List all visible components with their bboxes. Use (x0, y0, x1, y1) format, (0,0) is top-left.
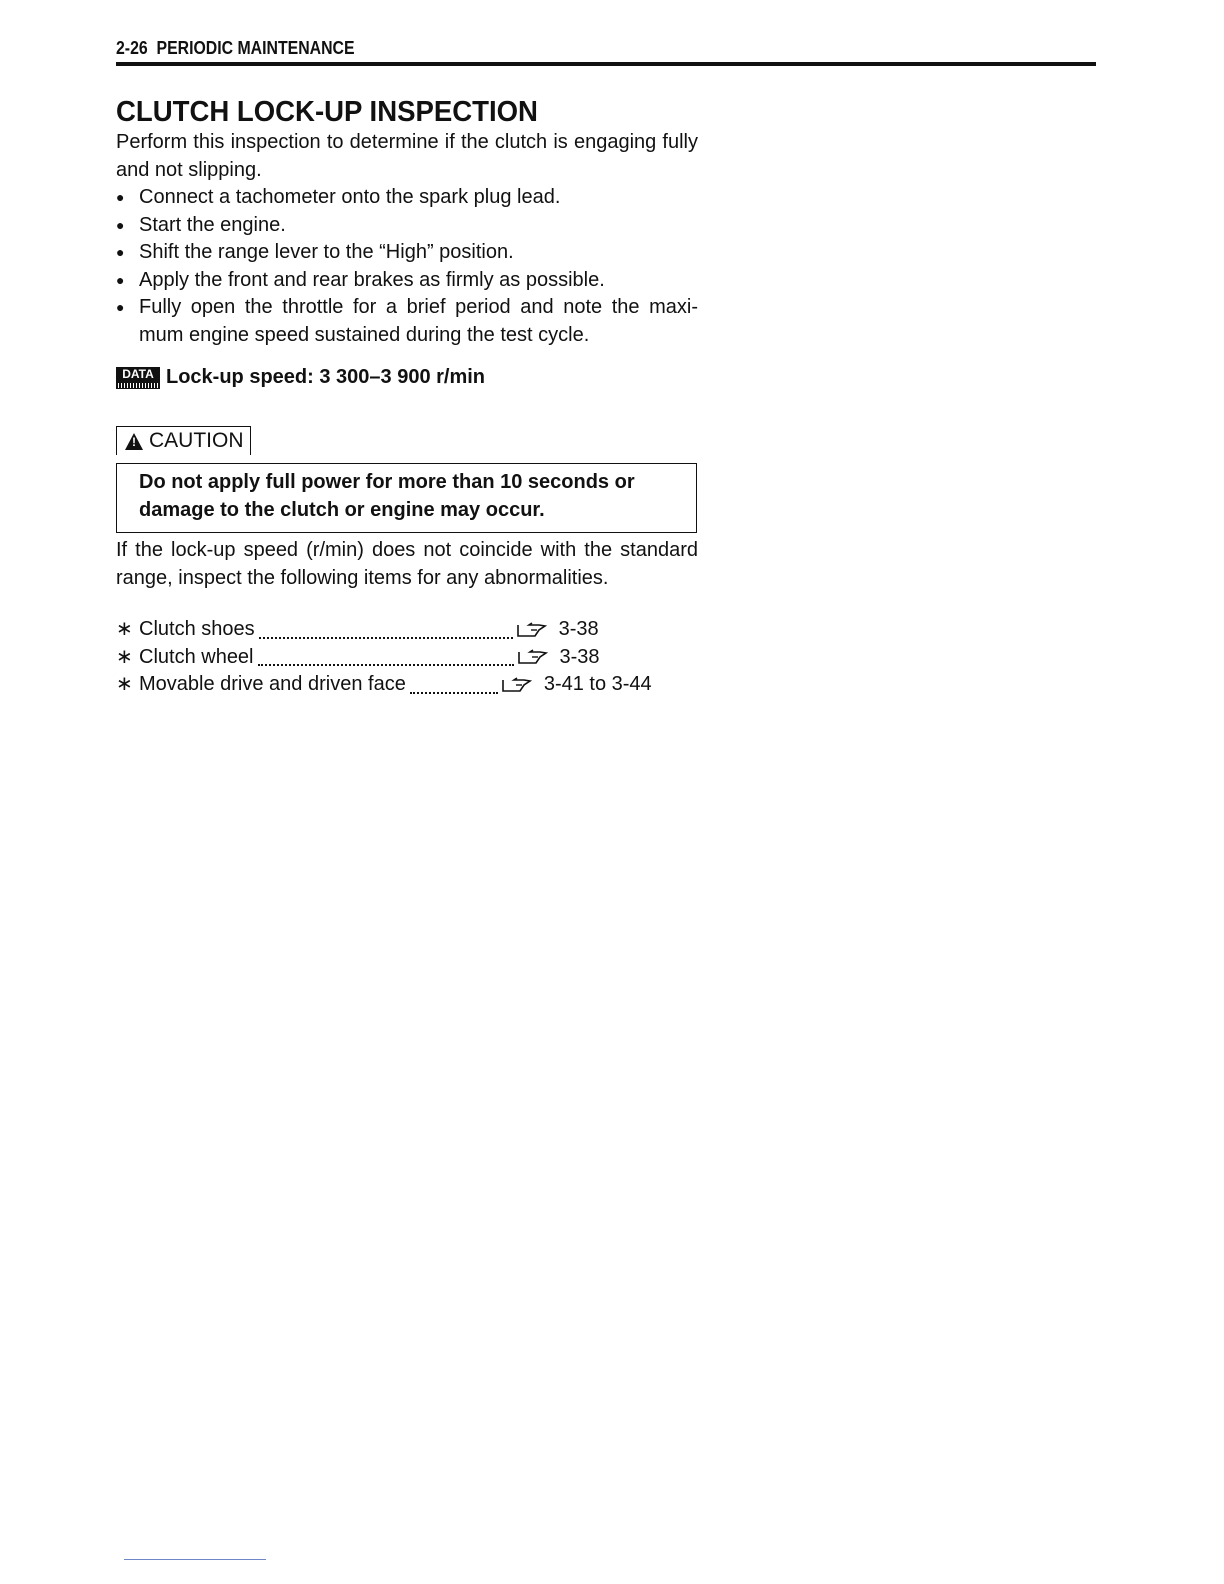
list-item: ● Fully open the throttle for a brief period and note the maxi-mum engine speed sustained during the test cycle. (116, 296, 698, 346)
warning-icon (125, 433, 143, 450)
dot-leader (259, 621, 513, 639)
page-number: 2-26 (116, 38, 148, 58)
caution-label: ! CAUTION (116, 426, 251, 455)
reference-item: Clutch wheel (139, 645, 254, 668)
reference-list (116, 616, 652, 699)
bullet-icon: ● (116, 216, 125, 233)
data-icon: DATA (116, 367, 160, 389)
pointing-hand-icon (518, 649, 548, 665)
bullet-icon: ● (116, 189, 125, 205)
spec-text: Lock-up speed: 3 300–3 900 r/min (166, 366, 486, 388)
list-item: ● Shift the range lever to the “High” position. (116, 239, 698, 267)
reference-page: 3-41 to 3-44 (543, 673, 652, 696)
reference-page: 3-38 (558, 618, 599, 640)
list-item (116, 616, 652, 644)
pointing-hand-icon (517, 622, 547, 638)
pointing-hand-icon (502, 677, 532, 693)
header-rule (116, 62, 1096, 66)
asterisk-icon: ∗ (116, 645, 133, 668)
asterisk-icon: ∗ (116, 618, 133, 640)
bottom-link-line (124, 1559, 266, 1560)
bullet-icon: ● (116, 271, 125, 288)
followup-paragraph: If the lock-up speed (r/min) does not coincide with the standard range, inspect the following items for any abnormalities. (116, 539, 698, 589)
asterisk-icon: ∗ (116, 673, 133, 696)
dot-leader (258, 648, 514, 666)
intro-paragraph: Perform this inspection to determine if the clutch is engaging fully and not slipping. (116, 131, 698, 181)
bullet-icon: ● (116, 244, 125, 261)
caution-box: Do not apply full power for more than 10 seconds or damage to the clutch or engine may occur. (116, 463, 697, 533)
reference-item: Movable drive and driven face (139, 673, 406, 696)
reference-page: 3-38 (559, 645, 600, 668)
dot-leader (410, 676, 498, 694)
list-item (116, 671, 652, 699)
section-title: PERIODIC MAINTENANCE (156, 38, 355, 58)
lockup-speed-spec (116, 366, 485, 389)
reference-item: Clutch shoes (139, 618, 255, 640)
page-header (116, 38, 355, 59)
page-title: CLUTCH LOCK-UP INSPECTION (116, 96, 538, 128)
bullet-icon: ● (116, 299, 125, 316)
list-item: ● Connect a tachometer onto the spark plug lead. (116, 184, 698, 212)
list-item (116, 644, 652, 672)
list-item: ● Apply the front and rear brakes as firmly as possible. (116, 267, 698, 295)
procedure-steps (116, 184, 698, 350)
list-item: ● Start the engine. (116, 212, 698, 240)
